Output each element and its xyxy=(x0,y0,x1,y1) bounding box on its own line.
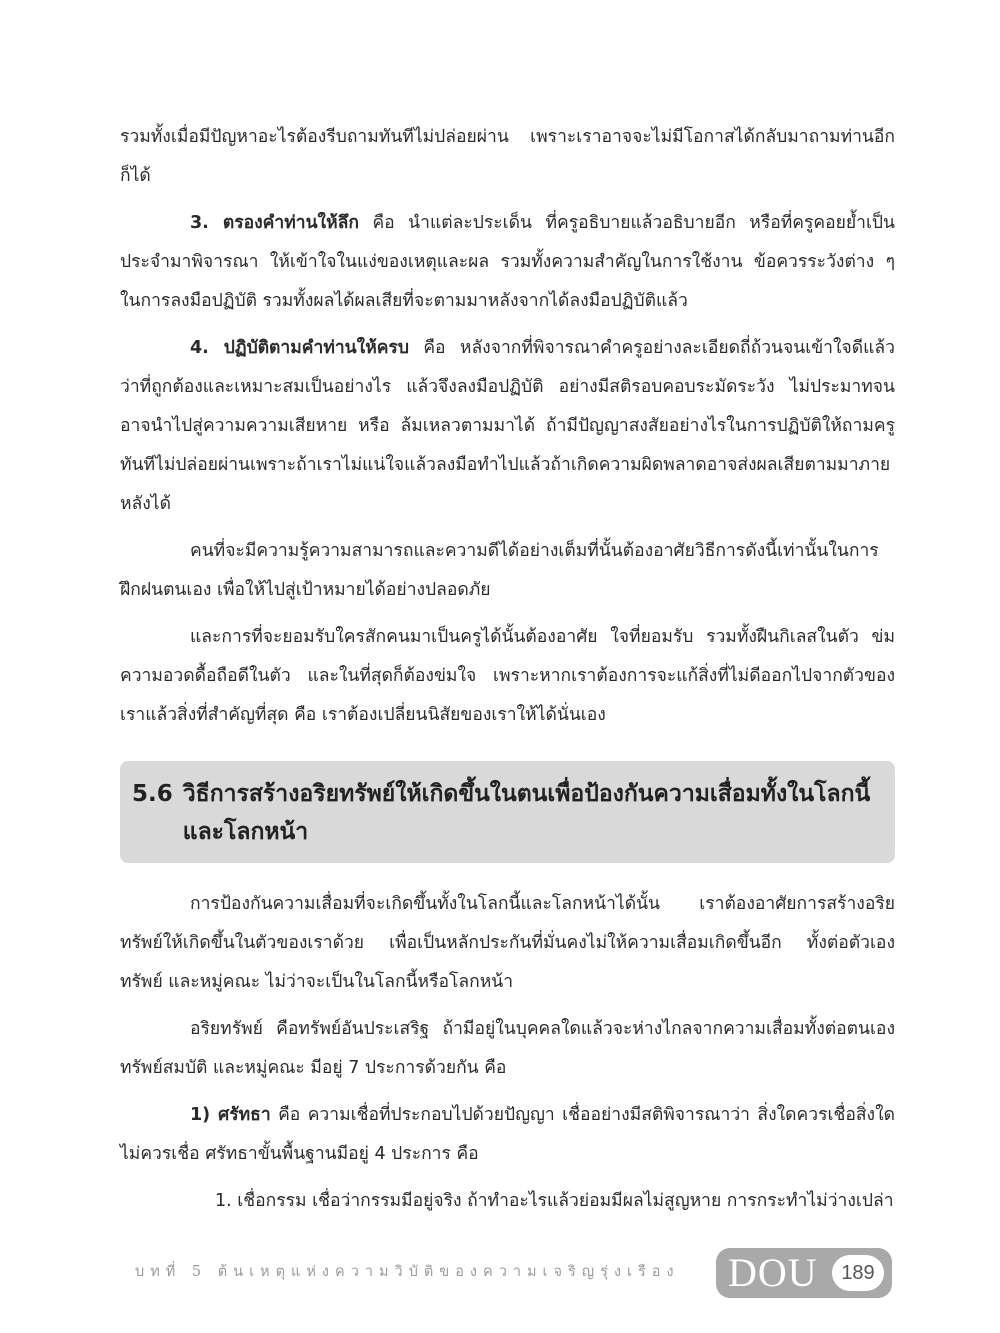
faith-label: 1) ศรัทธา xyxy=(190,1105,271,1125)
page-number: 189 xyxy=(832,1255,884,1291)
dou-logo: DOU xyxy=(728,1250,818,1295)
paragraph-belief-karma: 1. เชื่อกรรม เชื่อว่ากรรมมีอยู่จริง ถ้าทำอะไรแล้วย่อมมีผลไม่สูญหาย การกระทำไม่ว่างเปล่า xyxy=(215,1191,894,1211)
page-footer xyxy=(0,1248,1000,1298)
point-4-label: 4. ปฏิบัติตามคำท่านให้ครบ xyxy=(190,338,409,358)
section-heading-box xyxy=(120,761,895,863)
paragraph-point-4 xyxy=(120,329,895,524)
paragraph-summary: คนที่จะมีความรู้ความสามารถและความดีได้อย่างเต็มที่นั้นต้องอาศัยวิธีการดังนี้เท่านั้นในการฝึกฝนตนเอง เพื่อให้ไปสู่เป้าหมายได้อย่างปลอดภัย xyxy=(120,541,879,600)
section-title: วิธีการสร้างอริยทรัพย์ให้เกิดขึ้นในตนเพื่อป้องกันความเสื่อมทั้งในโลกนี้และโลกหน้า xyxy=(182,781,871,845)
paragraph-faith xyxy=(120,1096,895,1174)
section-number: 5.6 xyxy=(132,781,173,807)
page-body xyxy=(120,118,895,1229)
paragraph-ariya-definition: อริยทรัพย์ คือทรัพย์อันประเสริฐ ถ้ามีอยู่ในบุคคลใดแล้วจะห่างไกลจากความเสื่อมทั้งต่อตนเอง ทรัพย์สมบัติ และหมู่คณะ มีอยู่ 7 ประการด้วยกัน คือ xyxy=(120,1019,895,1078)
point-3-label: 3. ตรองคำท่านให้ลึก xyxy=(190,213,359,233)
paragraph-prevention: การป้องกันความเสื่อมที่จะเกิดขึ้นทั้งในโลกนี้และโลกหน้าได้นั้น เราต้องอาศัยการสร้างอริยทรัพย์ให้เกิดขึ้นในตัวของเราด้วย เพื่อเป็นหลักประกันที่มั่นคงไม่ให้ความเสื่อมเกิดขึ้นอีก ทั้งต่อตัวเอง ทรัพย์ และหมู่คณะ ไม่ว่าจะเป็นในโลกนี้หรือโลกหน้า xyxy=(120,894,895,992)
paragraph-accept-teacher: และการที่จะยอมรับใครสักคนมาเป็นครูได้นั้นต้องอาศัย ใจที่ยอมรับ รวมทั้งฝืนกิเลสในตัว ข่มความอวดดื้อถือดีในตัว และในที่สุดก็ต้องข่มใจ เพราะหากเราต้องการจะแก้สิ่งที่ไม่ดีออกไปจากตัวของเราแล้วสิ่งที่สำคัญที่สุด คือ เราต้องเปลี่ยนนิสัยของเราให้ได้นั่นเอง xyxy=(120,627,895,725)
point-4-text: คือ หลังจากที่พิจารณาคำครูอย่างละเอียดถี่ถ้วนจนเข้าใจดีแล้ว ว่าที่ถูกต้องและเหมาะสมเป็นอย่างไร แล้วจึงลงมือปฏิบัติ อย่างมีสติรอบคอบระมัดระวัง ไม่ประมาทจนอาจนำไปสู่ความความเสียหาย หรือ ล้มเหลวตามมาได้ ถ้ามีปัญญาสงสัยอย่างไรในการปฏิบัติให้ถามครูทันทีไม่ปล่อยผ่านเพราะถ้าเราไม่แน่ใจแล้วลงมือทำไปแล้วถ้าเกิดความผิดพลาดอาจส่งผลเสียตามมาภายหลังได้ xyxy=(120,338,895,514)
point-3-text: คือ นำแต่ละประเด็น ที่ครูอธิบายแล้วอธิบายอีก หรือที่ครูคอยย้ำเป็นประจำมาพิจารณา ให้เข้าใจในแง่ของเหตุและผล รวมทั้งความสำคัญในการใช้งาน ข้อควรระวังต่าง ๆ ในการลงมือปฏิบัติ รวมทั้งผลได้ผลเสียที่จะตามมาหลังจากได้ลงมือปฏิบัติแล้ว xyxy=(120,213,895,311)
paragraph-point-3 xyxy=(120,204,895,321)
faith-text: คือ ความเชื่อที่ประกอบไปด้วยปัญญา เชื่ออย่างมีสติพิจารณาว่า สิ่งใดควรเชื่อสิ่งใดไม่ควรเชื่อ ศรัทธาขั้นพื้นฐานมีอยู่ 4 ประการ คือ xyxy=(120,1105,895,1164)
paragraph-continuation: รวมทั้งเมื่อมีปัญหาอะไรต้องรีบถามทันทีไม่ปล่อยผ่าน เพราะเราอาจจะไม่มีโอกาสได้กลับมาถามท่านอีกก็ได้ xyxy=(120,127,895,186)
section-heading xyxy=(132,775,883,851)
chapter-running-title: บทที่ 5 ต้นเหตุแห่งความวิบัติของความเจริญรุ่งเรือง xyxy=(135,1264,680,1280)
page-badge xyxy=(716,1248,892,1298)
